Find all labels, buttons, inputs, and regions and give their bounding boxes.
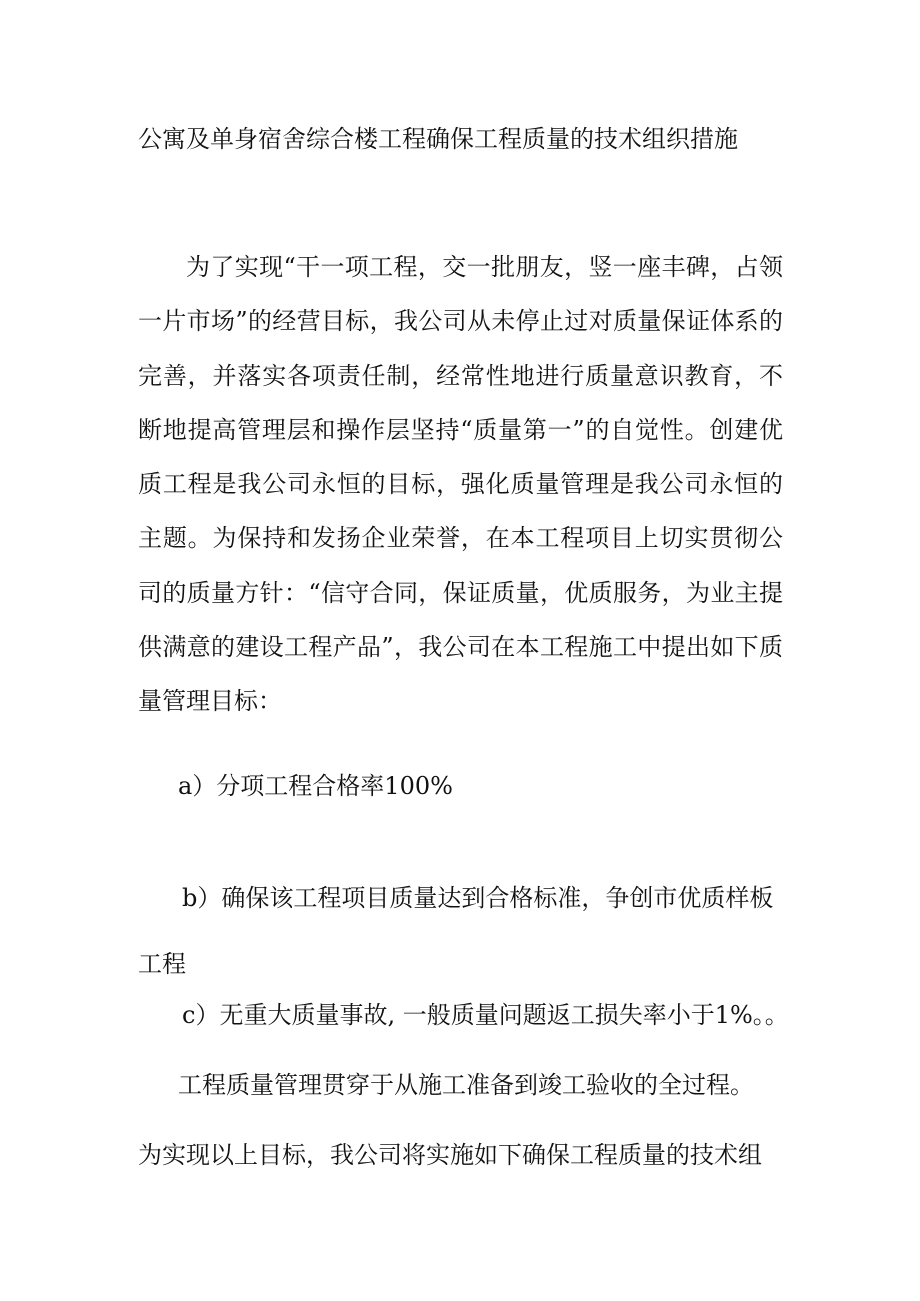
goal-item-a: a）分项工程合格率100% xyxy=(178,772,453,800)
document-title: 公寓及单身宿舍综合楼工程确保工程质量的技术组织措施 xyxy=(138,125,738,153)
intro-paragraph: 为了实现“干一项工程，交一批朋友，竖一座丰碑，占领一片市场”的经营目标，我公司从未停止过对质量保证体系的完善，并落实各项责任制，经常性地进行质量意识教育，不断地提高管理层和操作层坚持“质量第一”的自觉性。创建优质工程是我公司永恒的目标，强化质量管理是我公司永恒的主题。为保持和发扬企业荣誉，在本工程项目上切实贯彻公司的质量方针：“信守合同，保证质量，优质服务，为业主提供满意的建设工程产品”，我公司在本工程施工中提出如下质量管理目标： xyxy=(138,253,783,716)
process-sentence: 工程质量管理贯穿于从施工准备到竣工验收的全过程。 xyxy=(178,1071,754,1099)
goal-item-b: b）确保该工程项目质量达到合格标准，争创市优质样板工程 xyxy=(138,884,774,978)
closing-fragment: 为实现以上目标，我公司将实施如下确保工程质量的技术组 xyxy=(138,1141,762,1169)
goal-item-c: c）无重大质量事故, 一般质量问题返工损失率小于1%。。 xyxy=(182,1001,789,1029)
